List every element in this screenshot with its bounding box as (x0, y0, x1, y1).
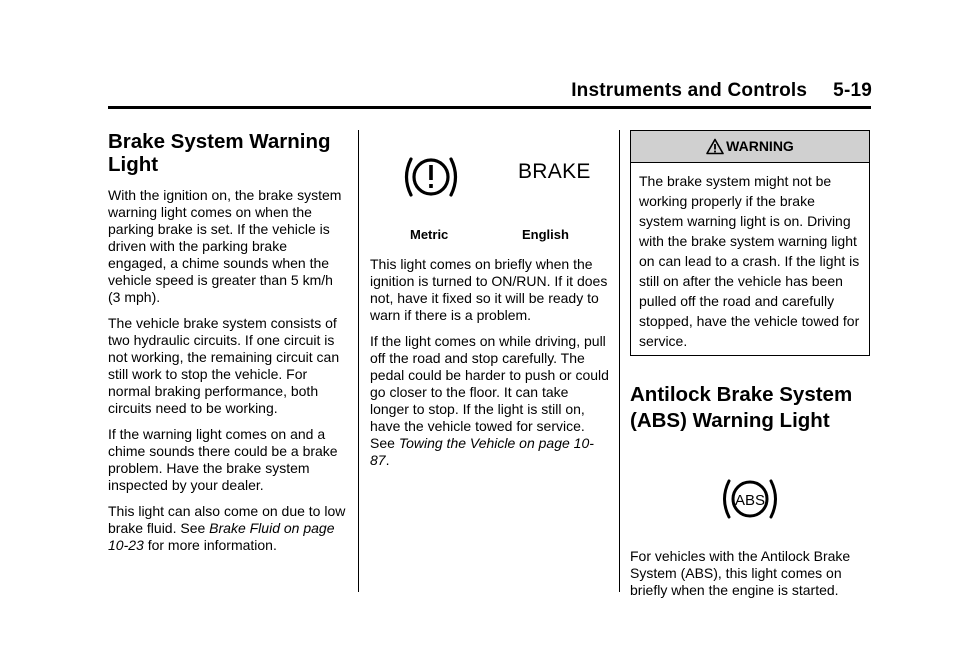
text: If the light comes on while driving, pull off the road and stop carefully. The pedal could be harder to push or could go closer to the floor. It can take longer to stop. If the light is still on, have the vehicle towed for service. See (370, 333, 609, 451)
paragraph: For vehicles with the Antilock Brake System (ABS), this light comes on briefly when the engine is started. (630, 548, 851, 598)
abs-warning-heading: Antilock Brake System (ABS) Warning Light (630, 383, 853, 432)
warning-title: WARNING (726, 138, 794, 154)
column-3 (630, 130, 870, 608)
brake-warning-heading: Brake System Warning Light (108, 130, 331, 176)
brake-text-icon: BRAKE (518, 160, 591, 183)
column-2 (370, 130, 610, 468)
page-number: 5-19 (833, 80, 872, 101)
brake-icons (370, 130, 610, 242)
column-1 (108, 130, 348, 563)
paragraph: With the ignition on, the brake system warning light comes on when the parking brake is set. If the vehicle is driven with the parking brake engaged, a chime sounds when the vehicle speed is greater than 5 km/h (3 mph). (108, 187, 342, 305)
paragraph (370, 333, 610, 469)
warning-box (630, 130, 870, 356)
warning-header (631, 131, 869, 163)
text: This light can also come on due to low brake fluid. See (108, 503, 346, 536)
column-divider-1 (358, 130, 359, 592)
paragraph: If the warning light comes on and a chime sounds there could be a brake problem. Have the brake system inspected by your dealer. (108, 426, 338, 493)
warning-text: The brake system might not be working properly if the brake system warning light is on. Driving with the brake system warning light on can lead to a crash. If the light is still on after the vehicle has been pulled off the road and carefully stopped, have the vehicle towed for service. (639, 173, 860, 349)
paragraph (108, 503, 348, 554)
cross-reference-link[interactable]: Towing the Vehicle on page 10-87 (370, 435, 594, 468)
paragraph: This light comes on briefly when the ignition is turned to ON/RUN. If it does not, have it fixed so it will be ready to warn if there is a problem. (370, 256, 608, 323)
label-english: English (522, 227, 569, 242)
text: . (385, 452, 390, 468)
cross-reference-link[interactable]: Brake Fluid on page 10-23 (108, 520, 335, 553)
circle-exclamation-parentheses-icon (400, 152, 462, 202)
paragraph: The vehicle brake system consists of two hydraulic circuits. If one circuit is not working, the remaining circuit can still work to stop the vehicle. For normal braking performance, both circuits need to be working. (108, 315, 340, 416)
text: for more information. (143, 537, 277, 553)
column-divider-2 (619, 130, 620, 592)
section-title: Instruments and Controls (571, 80, 808, 101)
abs-circle-icon (718, 474, 782, 524)
column-2-body (370, 256, 610, 478)
warning-triangle-icon (706, 138, 724, 155)
page-header (571, 80, 872, 102)
warning-body (631, 163, 869, 355)
abs-icon-text: ABS (734, 492, 766, 509)
header-rule (108, 106, 871, 109)
label-metric: Metric (410, 227, 449, 242)
